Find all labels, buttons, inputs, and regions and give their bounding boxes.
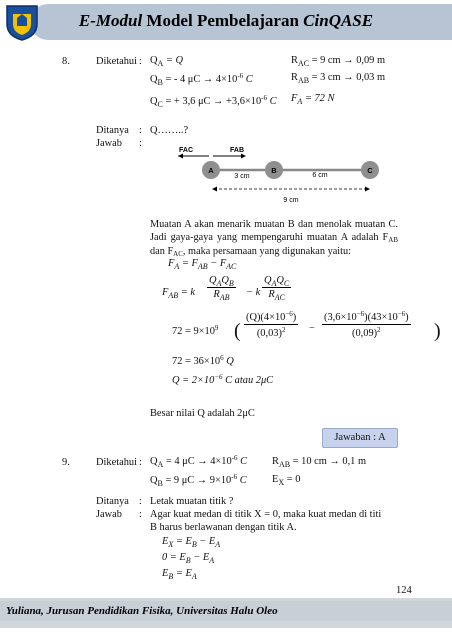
equation-simplified: $72 = 36\times 10^6$ Q [172, 354, 234, 367]
given-ex-9: $E_X = 0$ [272, 474, 301, 487]
problem-9-number: 9. [62, 457, 70, 468]
equation-fab: $F_{AB} = k$ [162, 287, 195, 300]
charge-diagram [176, 144, 396, 208]
given-qb: $Q_B$ = - 4 $\mu C \to 4\times 10^{-6}$ C [150, 72, 253, 87]
given-rab: $R_{AB} = 3$ cm → 0,03 m [291, 72, 386, 85]
colon: : [139, 496, 142, 507]
colon: : [139, 138, 142, 149]
charge-a-label: A [208, 166, 214, 175]
equation-result: $Q = 2\times 10^{-6}$ C atau 2μC [172, 373, 274, 386]
arrowhead-fac [178, 154, 183, 159]
label-fab: FAB [230, 147, 244, 154]
equation-eb-ea: $E_B = E_A$ [162, 568, 197, 581]
page-footer [0, 598, 452, 628]
fraction-4: $(3,6\times 10^{-6})(43\times 10^{-6})$ $(0,09)^2$ [324, 310, 409, 339]
given-rab-9: $R_{AB} = 10$ cm → 0,1 m [272, 456, 367, 469]
distance-3cm: 3 cm [234, 173, 250, 180]
charge-b-label: B [271, 166, 277, 175]
problem-9-diketahui-label: Diketahui [96, 457, 137, 468]
footer-text: Yuliana, Jurusan Pendidikan Fisika, Universitas Halu Oleo [6, 605, 278, 617]
problem-9-ditanya-value: Letak muatan titik ? [150, 496, 234, 507]
given-qa-9: $Q_A = 4$ $\mu C \to 4\times 10^{-6}$ C [150, 454, 248, 469]
fraction-2: $Q_AQ_C$ $R_{AC}$ [264, 275, 290, 302]
distance-9cm: 9 cm [283, 197, 299, 204]
problem-8-ditanya-label: Ditanya [96, 125, 129, 136]
equation-fa: $F_A = F_{AB} - F_{AC}$ [168, 258, 237, 271]
distance-6cm: 6 cm [312, 172, 328, 179]
bracket-close: ) [434, 320, 441, 342]
given-fa: $F_A = 72$ N [291, 93, 335, 106]
equation-zero: $0 = E_B - E_A$ [162, 552, 215, 565]
header-title: E-Modul Model Pembelajaran CinQASE [78, 11, 374, 30]
fraction-3: $(Q)(4\times 10^{-6})$ $(0,03)^2$ [246, 310, 297, 339]
colon: : [139, 125, 142, 136]
colon: : [139, 509, 142, 520]
problem-8-diketahui-label: Diketahui [96, 56, 137, 67]
equation-ex: $E_X = E_B - E_A$ [162, 536, 221, 549]
page-header [0, 0, 452, 44]
problem-8-ditanya-value: Q……..? [150, 125, 189, 136]
minus-sign: − [309, 323, 315, 334]
given-qc: $Q_C$ = + 3,6 $\mu C \to +3,6\times 10^{-6}$ C [150, 94, 277, 109]
problem-9-jawab-line1: Agar kuat medan di titik X = 0, maka kuat medan di titi [150, 509, 382, 520]
colon: : [139, 56, 142, 67]
fraction-1: $Q_AQ_B$ $R_{AB}$ [209, 275, 234, 302]
minus-k: − k [246, 287, 261, 298]
colon: : [139, 457, 142, 468]
arrowhead-fab [241, 154, 246, 159]
problem-9-jawab-line2: B harus berlawanan dengan titik A. [150, 522, 297, 533]
problem-9-ditanya-label: Ditanya [96, 496, 129, 507]
given-qa: $Q_A = Q$ [150, 55, 184, 68]
result-sentence: Besar nilai Q adalah 2μC [150, 408, 255, 419]
given-qb-9: $Q_B = 9$ $\mu C \to 9\times 10^{-6}$ C [150, 473, 247, 488]
charge-c-label: C [367, 166, 373, 175]
answer-badge: Jawaban : A [322, 428, 398, 448]
problem-8-jawab-label: Jawab [96, 138, 122, 149]
equation-substitution-lhs: $72 = 9\times 10^9$ [172, 324, 219, 337]
label-fac: FAC [179, 147, 193, 154]
page-number: 124 [396, 585, 412, 596]
given-rac: $R_{AC} = 9$ cm → 0,09 m [291, 55, 386, 68]
bracket-open: ( [234, 320, 241, 342]
explanation-paragraph: Muatan A akan menarik muatan B dan menolak muatan C. Jadi gaya-gaya yang mempengaruhi muatan A adalah FAB dan FAC, maka persamaan yang digunakan yaitu: [150, 219, 398, 258]
problem-8-number: 8. [62, 56, 70, 67]
problem-9-jawab-label: Jawab [96, 509, 122, 520]
